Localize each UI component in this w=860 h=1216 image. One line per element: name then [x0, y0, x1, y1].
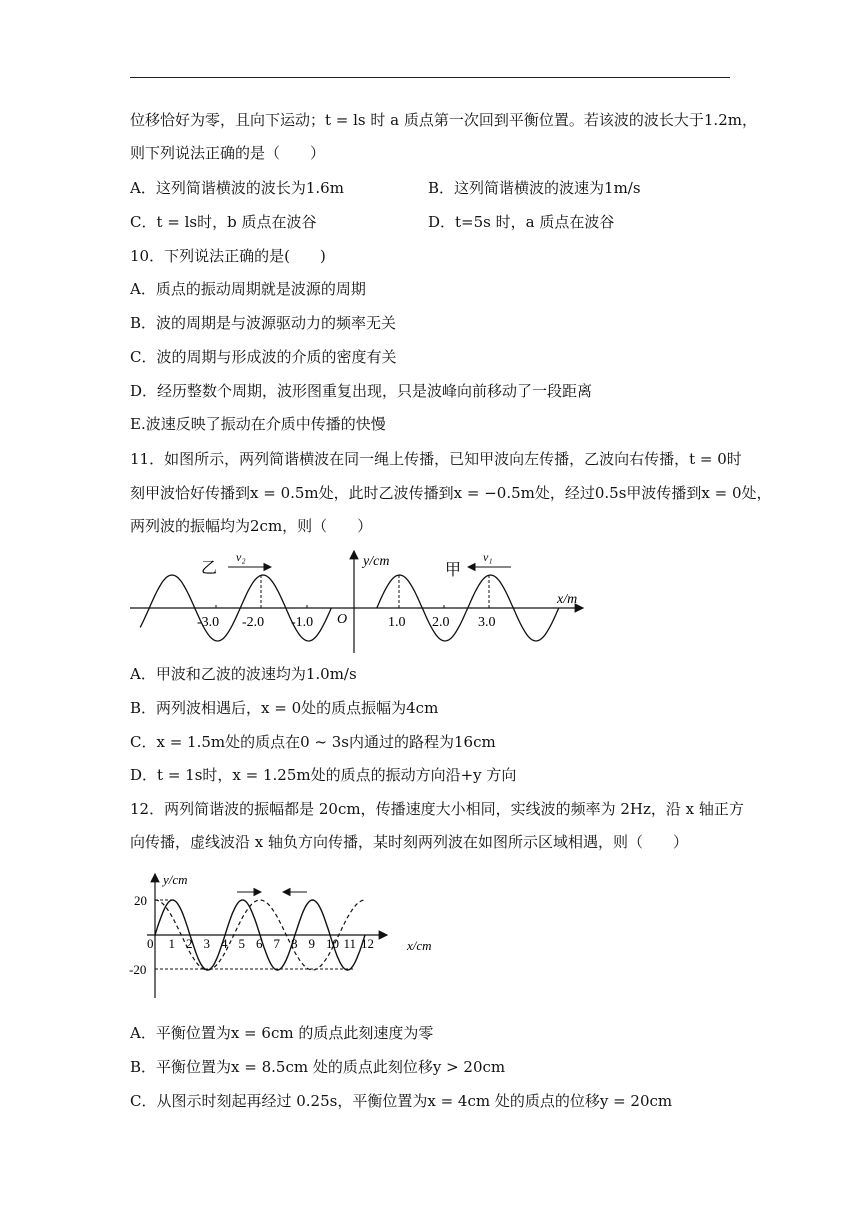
q9-option-a: A．这列简谐横波的波长为1.6m	[130, 179, 344, 197]
q11-y-axis-label: y/cm	[363, 554, 390, 569]
q9-line1: 位移恰好为零，且向下运动；t = ls 时 a 质点第一次回到平衡位置。若该波的波长大于1.2m，	[130, 111, 757, 129]
q12-tick-label: 6	[256, 936, 263, 951]
q10-stem: 10．下列说法正确的是( )	[130, 247, 326, 265]
q11-line3: 两列波的振幅均为2cm，则（ ）	[130, 517, 373, 535]
q12-option-b: B．平衡位置为x = 8.5cm 处的质点此刻位移y > 20cm	[130, 1058, 506, 1076]
q10-option-b: B．波的周期是与波源驱动力的频率无关	[130, 314, 397, 332]
q12-tick-label: 4	[221, 936, 228, 951]
q12-tick-label: 2	[186, 936, 193, 951]
q11-label-yi: 乙	[201, 560, 218, 577]
q11-wave-yi	[138, 563, 193, 608]
q12-wave-figure	[125, 866, 445, 1006]
q11-tick-label: -3.0	[197, 615, 220, 630]
q11-tick-label: 1.0	[388, 615, 406, 630]
q11-option-d: D．t = 1s时，x = 1.25m处的质点的振动方向沿+y 方向	[130, 766, 517, 784]
q11-label-jia: 甲	[445, 562, 462, 579]
q12-tick-label: 11	[343, 936, 357, 951]
q12-tick-labels	[169, 936, 375, 951]
q12-tick-label: 8	[291, 936, 298, 951]
q12-line2: 向传播，虚线波沿 x 轴负方向传播，某时刻两列波在如图所示区域相遇，则（ ）	[130, 833, 688, 851]
q12-tick-label: 1	[168, 936, 175, 951]
q12-tick-label: 7	[273, 936, 280, 951]
q11-tick-label: -1.0	[291, 615, 314, 630]
q11-option-b: B．两列波相遇后，x = 0处的质点振幅为4cm	[130, 699, 439, 717]
q11-x-axis-label: x/m	[557, 592, 578, 607]
q12-tick-label: 9	[308, 936, 315, 951]
q12-y-axis-label: y/cm	[163, 872, 188, 887]
q12-y-top-label: 20	[134, 893, 147, 908]
q9-line2: 则下列说法正确的是（ ）	[130, 144, 326, 162]
q9-option-c: C．t = ls时，b 质点在波谷	[130, 213, 317, 231]
q12-tick-label: 3	[203, 936, 210, 951]
q12-option-a: A．平衡位置为x = 6cm 的质点此刻速度为零	[130, 1024, 434, 1042]
q10-option-c: C．波的周期与形成波的介质的密度有关	[130, 348, 397, 366]
q11-option-a: A．甲波和乙波的波速均为1.0m/s	[130, 665, 357, 683]
q10-option-a: A．质点的振动周期就是波源的周期	[130, 280, 366, 298]
q11-tick-label: 2.0	[432, 615, 450, 630]
q12-x-axis-label: x/cm	[407, 938, 432, 953]
header-rule	[130, 77, 730, 78]
q11-tick-label: -2.0	[242, 615, 265, 630]
q11-origin-label: O	[337, 612, 348, 627]
q10-option-d: D．经历整数个周期，波形图重复出现，只是波峰向前移动了一段距离	[130, 382, 593, 400]
q12-option-c: C．从图示时刻起再经过 0.25s，平衡位置为x = 4cm 处的质点的位移y = 20cm	[130, 1092, 673, 1110]
q12-tick-label: 5	[238, 936, 245, 951]
q12-y-bottom-label: -20	[129, 962, 147, 977]
q10-option-e: E.波速反映了振动在介质中传播的快慢	[130, 415, 386, 433]
q11-line2: 刻甲波恰好传播到x = 0.5m处，此时乙波传播到x = −0.5m处，经过0.5s甲波传播到x = 0处，	[130, 484, 772, 502]
q9-option-b: B．这列简谐横波的波速为1m/s	[428, 179, 641, 197]
q11-label-v1: v₁	[483, 550, 493, 564]
q12-tick-label: 10	[326, 936, 339, 951]
q11-wave-figure	[125, 545, 595, 660]
q12-origin-label: 0	[147, 936, 154, 951]
q11-line1: 11．如图所示，两列简谐横波在同一绳上传播，已知甲波向左传播，乙波向右传播，t = 0时	[130, 450, 742, 468]
q11-label-v2: v₂	[236, 550, 246, 564]
q11-tick-label: 3.0	[478, 615, 496, 630]
q12-line1: 12．两列简谐波的振幅都是 20cm，传播速度大小相同，实线波的频率为 2Hz，沿 x 轴正方	[130, 800, 744, 818]
q11-option-c: C．x = 1.5m处的质点在0 ~ 3s内通过的路程为16cm	[130, 733, 496, 751]
q12-tick-label: 12	[361, 936, 374, 951]
q9-option-d: D．t=5s 时，a 质点在波谷	[428, 213, 615, 231]
